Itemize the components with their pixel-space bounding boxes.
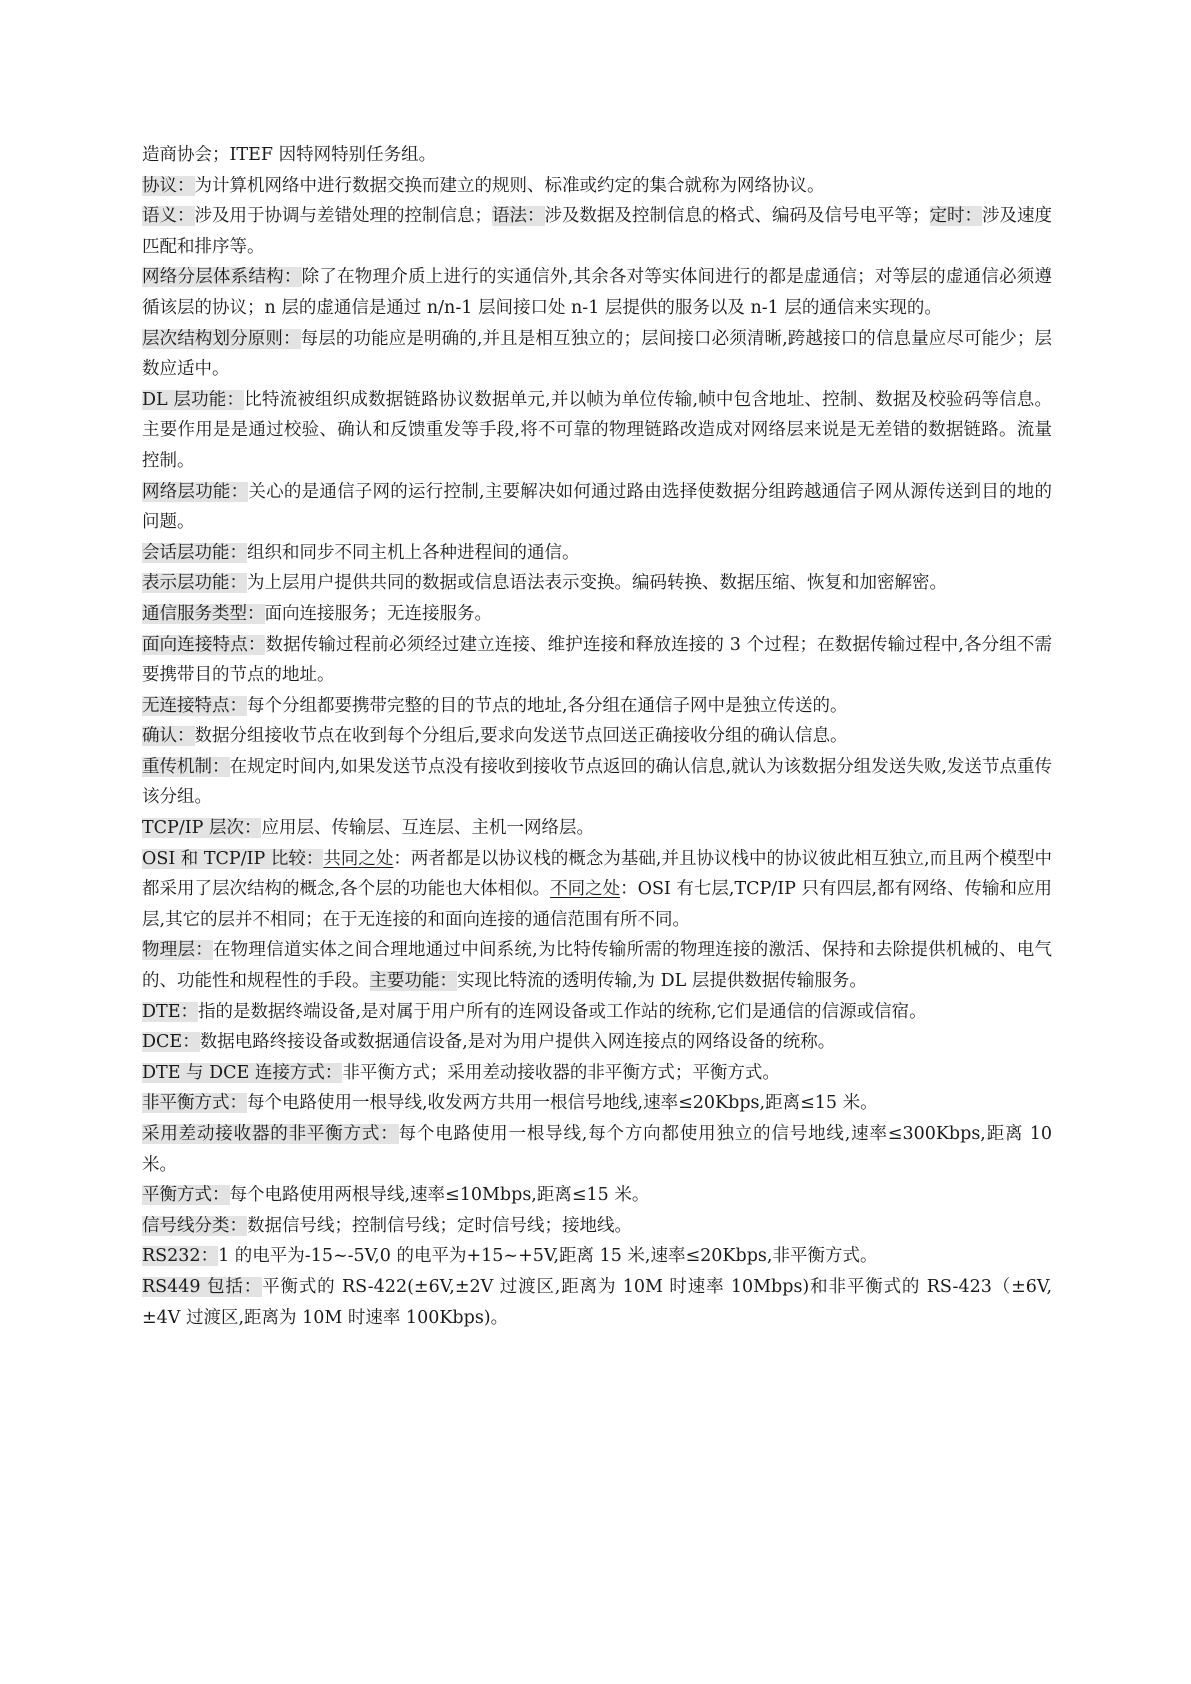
term-label: 表示层功能： xyxy=(142,573,247,594)
paragraph xyxy=(142,1180,1052,1211)
term-label: 网络分层体系结构： xyxy=(142,267,302,288)
body-text: 涉及速度匹配和排序等。 xyxy=(142,206,1052,257)
body-text: 造商协会；ITEF 因特网特别任务组。 xyxy=(142,145,437,165)
body-text: 数据分组接收节点在收到每个分组后,要求向发送节点回送正确接收分组的确认信息。 xyxy=(194,726,848,747)
term-label: 协议： xyxy=(142,175,195,196)
term-label: DTE： xyxy=(142,1001,198,1022)
paragraph xyxy=(142,691,1052,722)
body-text: 在规定时间内,如果发送节点没有接收到接收节点返回的确认信息,就认为该数据分组发送失败,发送节点重传该分组。 xyxy=(142,756,1052,808)
body-text: 每层的功能应是明确的,并且是相互独立的；层间接口必须清晰,跨越接口的信息量应尽可能少；层数应适中。 xyxy=(142,328,1053,380)
paragraph xyxy=(142,324,1052,385)
body-text: 涉及用于协调与差错处理的控制信息； xyxy=(194,206,492,227)
paragraph xyxy=(142,477,1052,538)
paragraph xyxy=(142,599,1052,630)
body-text: 非平衡方式；采用差动接收器的非平衡方式；平衡方式。 xyxy=(342,1062,780,1083)
term-label: 物理层： xyxy=(142,940,213,961)
body-text: 实现比特流的透明传输,为 DL 层提供数据传输服务。 xyxy=(457,971,867,992)
paragraph xyxy=(142,1211,1052,1242)
body-text: 1 的电平为-15~-5V,0 的电平为+15~+5V,距离 15 米,速率≤20Kbps,非平衡方式。 xyxy=(218,1246,878,1267)
term-label: 语义： xyxy=(142,206,195,227)
paragraph xyxy=(142,844,1052,936)
paragraph xyxy=(142,262,1052,323)
paragraph xyxy=(142,997,1052,1028)
term-label: 无连接特点： xyxy=(142,695,247,716)
term-label: RS232： xyxy=(142,1246,219,1267)
paragraph xyxy=(142,140,1052,171)
underlined-phrase: 不同之处 xyxy=(550,879,621,900)
term-label: 通信服务类型： xyxy=(142,603,265,624)
body-text: 面向连接服务；无连接服务。 xyxy=(264,603,492,624)
paragraph xyxy=(142,1088,1052,1119)
term-label: 信号线分类： xyxy=(142,1215,247,1236)
term-label: 定时： xyxy=(929,206,982,227)
term-label: 会话层功能： xyxy=(142,542,247,563)
body-text: 平衡式的 RS-422(±6V,±2V 过渡区,距离为 10M 时速率 10Mbps)和非平衡式的 RS-423（±6V,±4V 过渡区,距离为 10M 时速率 100Kbps)。 xyxy=(142,1276,1053,1328)
body-text: 应用层、传输层、互连层、主机一网络层。 xyxy=(261,818,594,839)
body-text: 每个电路使用一根导线,收发两方共用一根信号地线,速率≤20Kbps,距离≤15 米。 xyxy=(247,1093,878,1114)
body-text: ：OSI 有七层,TCP/IP 只有四层,都有网络、传输和应用层,其它的层并不相同；在于无连接的和面向连接的通信范围有所不同。 xyxy=(142,879,1053,930)
paragraph xyxy=(142,1119,1052,1180)
body-text: 为计算机网络中进行数据交换而建立的规则、标准或约定的集合就称为网络协议。 xyxy=(194,175,825,196)
term-label: 语法： xyxy=(492,206,545,227)
term-label: RS449 包括： xyxy=(142,1276,263,1297)
term-label: 平衡方式： xyxy=(142,1185,230,1206)
body-text: 涉及数据及控制信息的格式、编码及信号电平等； xyxy=(544,206,930,227)
term-label: 采用差动接收器的非平衡方式： xyxy=(142,1124,399,1144)
paragraph xyxy=(142,1027,1052,1058)
body-text: 数据信号线；控制信号线；定时信号线；接地线。 xyxy=(247,1215,632,1236)
document-body xyxy=(142,140,1052,1333)
body-text: 为上层用户提供共同的数据或信息语法表示变换。编码转换、数据压缩、恢复和加密解密。 xyxy=(247,573,947,594)
term-label: TCP/IP 层次： xyxy=(142,818,262,839)
body-text: 组织和同步不同主机上各种进程间的通信。 xyxy=(247,542,580,563)
paragraph xyxy=(142,630,1052,691)
body-text: 比特流被组织成数据链路协议数据单元,并以帧为单位传输,帧中包含地址、控制、数据及校验码等信息。主要作用是是通过校验、确认和反馈重发等手段,将不可靠的物理链路改造成对网络层来说是无差错的数据链路。流量控制。 xyxy=(142,389,1053,471)
paragraph xyxy=(142,1241,1052,1272)
term-label: 非平衡方式： xyxy=(142,1093,247,1114)
body-text: 每个电路使用两根导线,速率≤10Mbps,距离≤15 米。 xyxy=(229,1185,650,1206)
term-label: DTE 与 DCE 连接方式： xyxy=(142,1062,343,1083)
paragraph xyxy=(142,385,1052,477)
term-label: 网络层功能： xyxy=(142,481,249,502)
underlined-phrase: 共同之处 xyxy=(323,848,394,869)
paragraph xyxy=(142,813,1052,844)
body-text: 指的是数据终端设备,是对属于用户所有的连网设备或工作站的统称,它们是通信的信源或信宿。 xyxy=(197,1001,927,1022)
body-text: 关心的是通信子网的运行控制,主要解决如何通过路由选择使数据分组跨越通信子网从源传送到目的地的问题。 xyxy=(142,481,1052,533)
paragraph xyxy=(142,538,1052,569)
term-label: 层次结构划分原则： xyxy=(142,328,301,349)
paragraph xyxy=(142,171,1052,202)
body-text: 除了在物理介质上进行的实通信外,其余各对等实体间进行的都是虚通信；对等层的虚通信必须遵循该层的协议；n 层的虚通信是通过 n/n-1 层间接口处 n-1 层提供的服务以及 n-1 层的通信来实现的。 xyxy=(142,267,1052,318)
term-label: OSI 和 TCP/IP 比较： xyxy=(142,848,324,869)
body-text: ：两者都是以协议栈的概念为基础,并且协议栈中的协议彼此相互独立,而且两个模型中都采用了层次结构的概念,各个层的功能也大体相似。 xyxy=(142,848,1053,900)
paragraph xyxy=(142,752,1052,813)
paragraph xyxy=(142,568,1052,599)
body-text: 数据电路终接设备或数据通信设备,是对为用户提供入网连接点的网络设备的统称。 xyxy=(199,1032,836,1053)
paragraph xyxy=(142,201,1052,262)
term-label: 重传机制： xyxy=(142,756,230,777)
term-label: DL 层功能： xyxy=(142,389,245,410)
term-label: 确认： xyxy=(142,726,195,747)
body-text: 每个分组都要携带完整的目的节点的地址,各分组在通信子网中是独立传送的。 xyxy=(247,695,848,716)
term-label: 面向连接特点： xyxy=(142,634,266,655)
body-text: 在物理信道实体之间合理地通过中间系统,为比特传输所需的物理连接的激活、保持和去除提供机械的、电气的、功能性和规程性的手段。 xyxy=(142,940,1052,992)
paragraph xyxy=(142,721,1052,752)
term-label: 主要功能： xyxy=(369,971,457,992)
paragraph xyxy=(142,1058,1052,1089)
paragraph xyxy=(142,935,1052,996)
term-label: DCE： xyxy=(142,1032,200,1053)
body-text: 每个电路使用一根导线,每个方向都使用独立的信号地线,速率≤300Kbps,距离 10 米。 xyxy=(142,1124,1053,1175)
paragraph xyxy=(142,1272,1052,1333)
body-text: 数据传输过程前必须经过建立连接、维护连接和释放连接的 3 个过程；在数据传输过程中,各分组不需要携带目的节点的地址。 xyxy=(142,634,1052,686)
